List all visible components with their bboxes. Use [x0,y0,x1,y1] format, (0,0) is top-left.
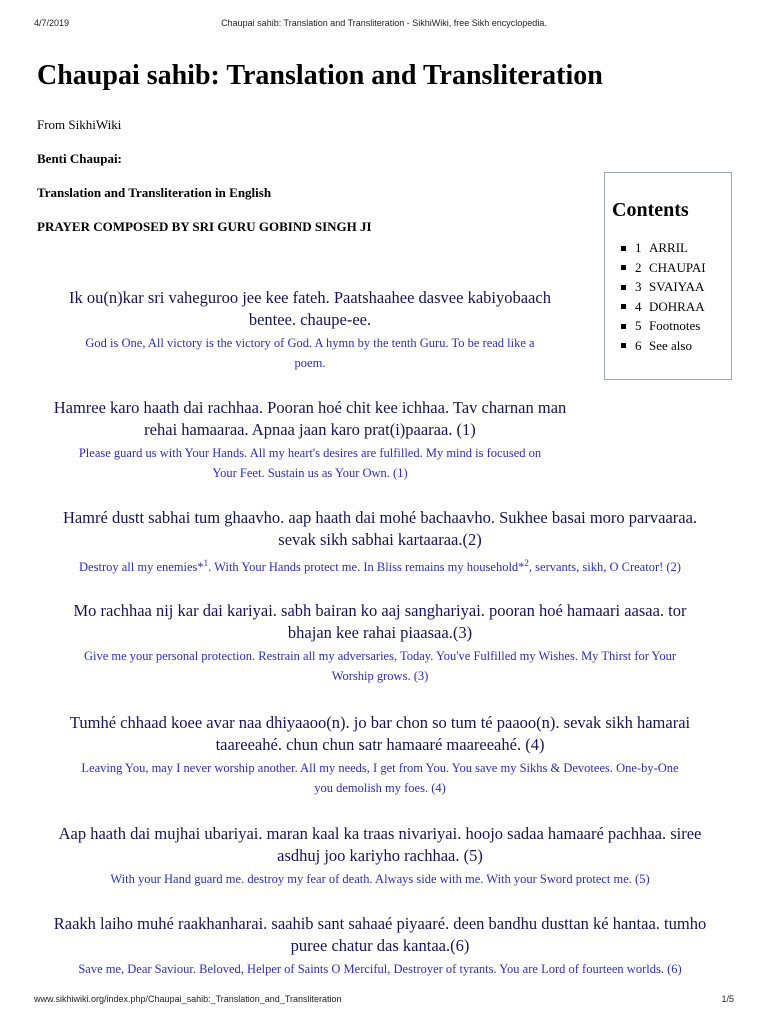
print-footer [34,994,734,1008]
subhead-prayer: PRAYER COMPOSED BY SRI GURU GOBIND SINGH JI [37,219,372,234]
toc-item-dohraa[interactable]: 4 DOHRAA [621,297,731,317]
verse-transliteration: Hamree karo haath dai rachhaa. Pooran hoé chit kee ichhaa. Tav charnan man rehai hamaaraa. Apnaa jaan karo prat(i)paaraa. (1) [53,398,567,439]
verse-6 [30,913,730,979]
verse-transliteration: Ik ou(n)kar sri vaheguroo jee kee fateh. Paatshaahee dasvee kabiyobaach bentee. chaupe-ee. [69,288,551,329]
article-title: Chaupai sahib: Translation and Transliteration [37,60,603,91]
verse-4 [30,712,730,798]
print-page-title: Chaupai sahib: Translation and Transliteration - SikhiWiki, free Sikh encyclopedia. [221,18,547,28]
table-of-contents [604,172,732,380]
toc-link[interactable]: CHAUPAI [649,259,706,275]
verse-2 [30,507,730,577]
bullet-icon [621,265,626,270]
verse-transliteration: Mo rachhaa nij kar dai kariyai. sabh bairan ko aaj sanghariyai. pooran hoé hamaari aasaa. tor bhajan kee rahai piaasaa.(3) [73,601,687,642]
toc-item-chaupai[interactable]: 2 CHAUPAI [621,258,731,278]
verse-translation: Please guard us with Your Hands. All my heart's desires are fulfilled. My mind is focused on Your Feet. Sustain us as Your Own. (1) [78,446,542,480]
toc-title: Contents [612,199,689,221]
verse-translation: God is One, All victory is the victory of God. A hymn by the tenth Guru. To be read like a poem. [85,336,535,370]
toc-link[interactable]: DOHRAA [649,298,705,314]
verse-1 [30,397,590,483]
site-sub: From SikhiWiki [37,117,122,132]
bullet-icon [621,324,626,329]
verse-transliteration: Tumhé chhaad koee avar naa dhiyaaoo(n). jo bar chon so tum té paaoo(n). sevak sikh hamarai taareeahé. chun chun satr hamaaré maareeahé. (4) [69,713,691,754]
toc-link[interactable]: ARRIL [649,240,688,255]
footnote-ref-1[interactable]: 1 [203,558,209,568]
toc-item-svaiyaa[interactable]: 3 SVAIYAA [621,277,731,297]
toc-link[interactable]: SVAIYAA [649,279,705,294]
bullet-icon [621,304,626,309]
verse-transliteration: Raakh laiho muhé raakhanharai. saahib sant sahaaé piyaaré. deen bandhu dusttan ké hantaa. tumho puree chatur das kantaa.(6) [53,914,707,955]
verse-5 [30,823,730,889]
subhead-benti: Benti Chaupai: [37,151,122,166]
toc-link[interactable]: See also [649,337,692,353]
bullet-icon [621,246,626,251]
toc-item-see-also[interactable]: 6 See also [621,336,731,356]
verse-translation: Save me, Dear Saviour. Beloved, Helper of Saints O Merciful, Destroyer of tyrants. You are Lord of fourteen worlds. (6) [78,962,682,976]
footnote-ref-2[interactable]: 2 [524,558,529,568]
subhead-translation: Translation and Transliteration in English [37,185,272,200]
print-date: 4/7/2019 [34,18,70,28]
verse-translation: With your Hand guard me. destroy my fear of death. Always side with me. With your Sword protect me. (5) [110,872,650,886]
verse-translation: Destroy all my enemies*$^1$. With Your Hands protect me. In Bliss remains my household*$^2$, servants, sikh, O Creator! (2) [79,558,681,575]
print-header [34,18,734,32]
toc-link[interactable]: Footnotes [649,318,701,333]
print-url: www.sikhiwiki.org/index.php/Chaupai_sahib:_Translation_and_Transliteration [34,994,342,1004]
toc-list [612,238,731,355]
verse-transliteration: Hamré dustt sabhai tum ghaavho. aap haath dai mohé bachaavho. Sukhee basai moro parvaaraa. sevak sikh sabhai kartaaraa.(2) [62,508,698,549]
verse-opening [30,287,590,373]
verse-transliteration: Aap haath dai mujhai ubariyai. maran kaal ka traas nivariyai. hoojo sadaa hamaaré pachhaa. siree asdhuj joo kariyho rachhaa. (5) [58,824,702,865]
verse-3 [30,600,730,686]
print-page-number: 1/5 [721,994,734,1004]
toc-item-footnotes[interactable]: 5 Footnotes [621,316,731,336]
bullet-icon [621,343,626,348]
verse-translation: Leaving You, may I never worship another. All my needs, I get from You. You save my Sikhs & Devotees. One-by-One you demolish my foes. (4) [81,761,679,795]
bullet-icon [621,285,626,290]
toc-item-arril[interactable]: 1 ARRIL [621,238,731,258]
verse-translation: Give me your personal protection. Restrain all my adversaries, Today. You've Fulfilled my Wishes. My Thirst for Your Worship grows. (3) [83,649,676,683]
